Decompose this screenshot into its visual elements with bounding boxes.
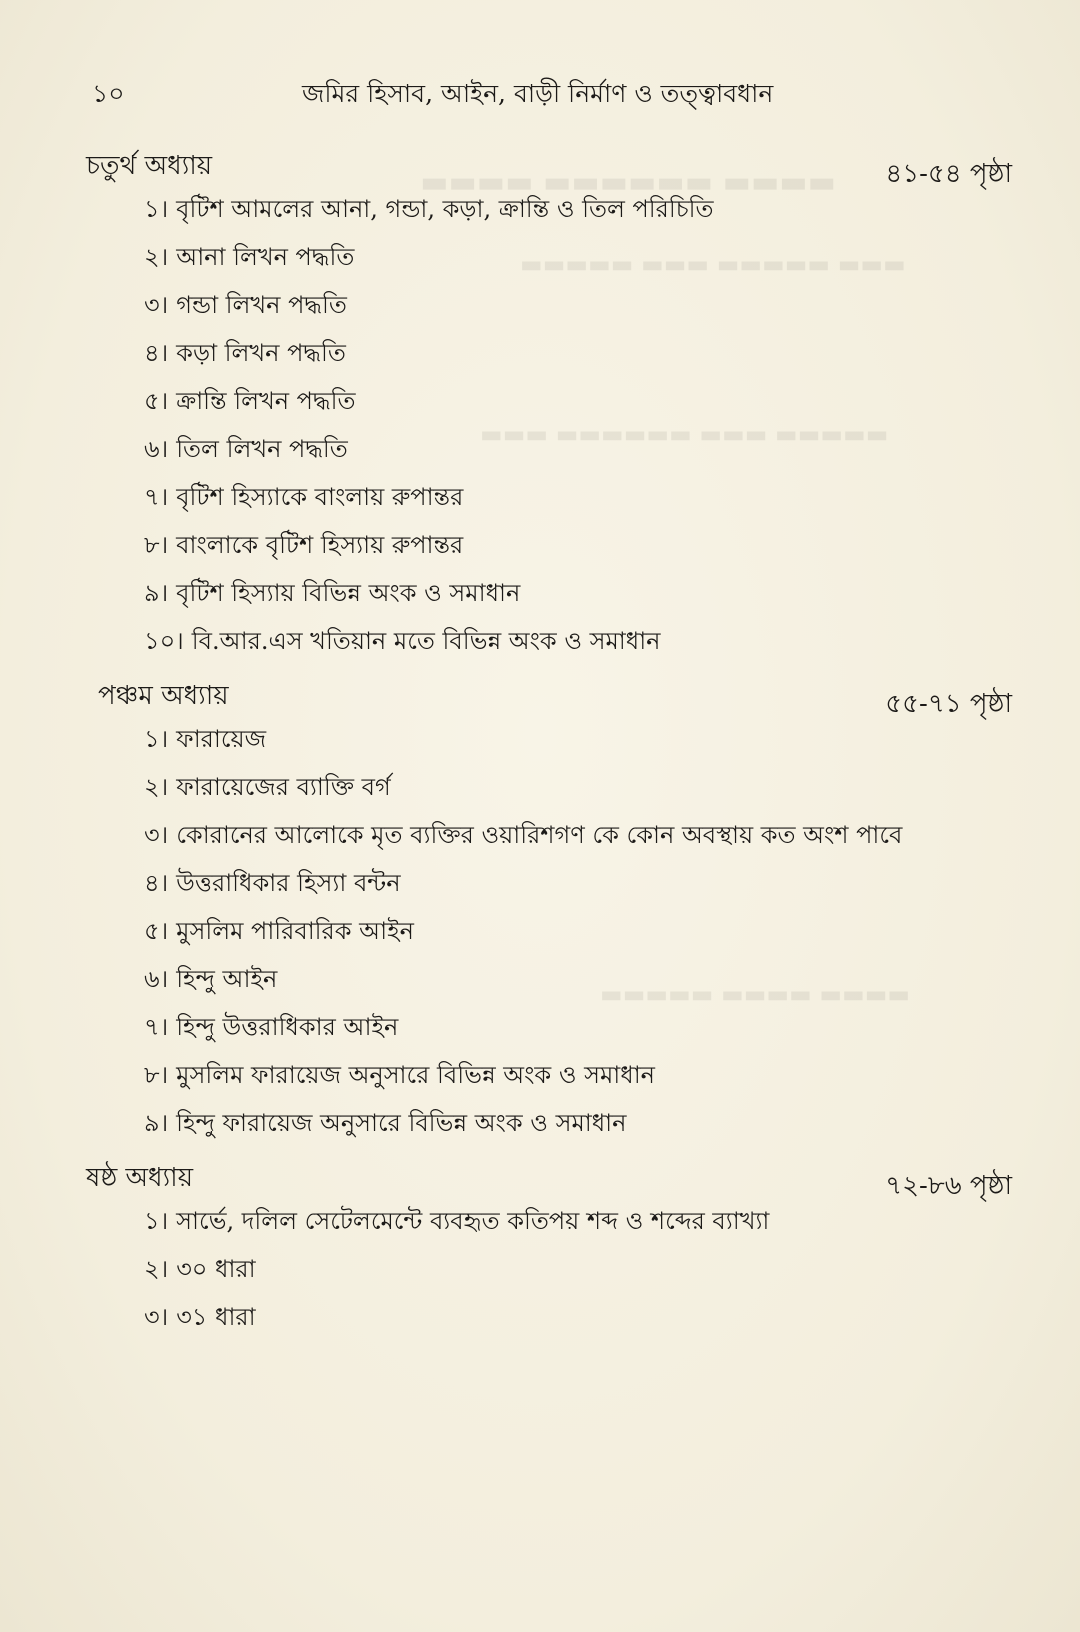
list-item <box>144 192 1012 226</box>
item-text: বৃটিশ আমলের আনা, গন্ডা, কড়া, ক্রান্তি ও তিল পরিচিতি <box>176 195 714 223</box>
list-item <box>144 336 1012 370</box>
list-item <box>144 480 1012 514</box>
table-of-contents <box>86 148 1012 1354</box>
item-text: ৩০ ধারা <box>176 1255 256 1283</box>
list-item <box>144 962 1012 996</box>
chapter-section <box>86 148 1012 658</box>
list-item <box>144 866 1012 900</box>
show-through-text: ▬▬▬▬ ▬▬▬▬▬▬ ▬▬▬▬ <box>420 165 836 200</box>
item-text: বৃটিশ হিস্যায় বিভিন্ন অংক ও সমাধান <box>176 579 521 607</box>
chapter-title: ষষ্ঠ অধ্যায় <box>86 1163 194 1193</box>
running-title: জমির হিসাব, আইন, বাড়ী নির্মাণ ও তত্ত্বাবধান <box>302 79 774 108</box>
chapter-title: পঞ্চম অধ্যায় <box>98 681 229 711</box>
page-number: ১০ <box>92 79 125 108</box>
item-number: ৪। <box>144 339 169 367</box>
item-text: ক্রান্তি লিখন পদ্ধতি <box>176 387 356 415</box>
item-number: ৯। <box>144 1109 169 1137</box>
item-text: ফারায়েজ <box>176 725 267 753</box>
page-header <box>92 78 1012 118</box>
chapter-heading <box>86 148 1012 192</box>
list-item <box>144 240 1012 274</box>
item-text: কোরানের আলোকে মৃত ব্যক্তির ওয়ারিশগণ কে কোন অবস্থায় কত অংশ পাবে <box>176 821 903 849</box>
chapter-heading <box>86 678 1012 722</box>
list-item <box>144 770 1012 804</box>
item-text: ফারায়েজের ব্যাক্তি বর্গ <box>176 773 391 801</box>
item-text: আনা লিখন পদ্ধতি <box>176 243 355 271</box>
item-text: কড়া লিখন পদ্ধতি <box>176 339 346 367</box>
item-text: তিল লিখন পদ্ধতি <box>176 435 348 463</box>
item-number: ১০। <box>144 627 184 655</box>
item-text: হিন্দু ফারায়েজ অনুসারে বিভিন্ন অংক ও সমাধান <box>176 1109 627 1137</box>
list-item <box>144 576 1012 610</box>
item-number: ৫। <box>144 387 169 415</box>
item-text: বৃটিশ হিস্যাকে বাংলায় রুপান্তর <box>176 483 464 511</box>
item-number: ৭। <box>144 483 169 511</box>
chapter-title: চতুর্থ অধ্যায় <box>86 151 213 181</box>
item-number: ৬। <box>144 965 169 993</box>
item-number: ২। <box>144 1255 169 1283</box>
item-number: ৮। <box>144 531 169 559</box>
item-number: ৫। <box>144 917 169 945</box>
chapter-page-range: ৭২-৮৬ পৃষ্ঠা <box>885 1171 1012 1201</box>
chapter-item-list <box>86 1204 1012 1334</box>
list-item <box>144 722 1012 756</box>
item-text: হিন্দু আইন <box>176 965 278 993</box>
chapter-page-range: ৫৫-৭১ পৃষ্ঠা <box>885 689 1012 719</box>
item-text: বি.আর.এস খতিয়ান মতে বিভিন্ন অংক ও সমাধান <box>191 627 661 655</box>
chapter-section <box>86 678 1012 1140</box>
list-item <box>144 1300 1012 1334</box>
list-item <box>144 528 1012 562</box>
list-item <box>144 1010 1012 1044</box>
list-item <box>144 624 1012 658</box>
item-number: ৮। <box>144 1061 169 1089</box>
item-text: মুসলিম পারিবারিক আইন <box>176 917 414 945</box>
item-number: ২। <box>144 243 169 271</box>
item-number: ১। <box>144 195 169 223</box>
list-item <box>144 1058 1012 1092</box>
list-item <box>144 914 1012 948</box>
item-number: ১। <box>144 725 169 753</box>
chapter-section <box>86 1160 1012 1334</box>
item-number: ২। <box>144 773 169 801</box>
item-text: বাংলাকে বৃটিশ হিস্যায় রুপান্তর <box>176 531 464 559</box>
list-item <box>144 1106 1012 1140</box>
item-text: সার্ভে, দলিল সেটেলমেন্টে ব্যবহৃত কতিপয় শব্দ ও শব্দের ব্যাখ্যা <box>176 1207 770 1235</box>
chapter-item-list <box>86 722 1012 1140</box>
item-number: ৩। <box>144 1303 169 1331</box>
item-number: ৯। <box>144 579 169 607</box>
item-text: মুসলিম ফারায়েজ অনুসারে বিভিন্ন অংক ও সমাধান <box>176 1061 655 1089</box>
item-text: ৩১ ধারা <box>176 1303 256 1331</box>
chapter-heading <box>86 1160 1012 1204</box>
show-through-text: ▬▬▬▬▬ ▬▬▬ ▬▬▬▬▬▬ ▬▬▬ <box>480 420 889 448</box>
item-text: উত্তরাধিকার হিস্যা বন্টন <box>176 869 401 897</box>
list-item <box>144 432 1012 466</box>
item-number: ৪। <box>144 869 169 897</box>
item-number: ৬। <box>144 435 169 463</box>
show-through-text: ▬▬▬ ▬▬▬▬▬ ▬▬▬ ▬▬▬▬▬ <box>520 250 906 278</box>
list-item <box>144 818 1012 852</box>
list-item <box>144 384 1012 418</box>
chapter-page-range: ৪১-৫৪ পৃষ্ঠা <box>885 159 1012 189</box>
item-number: ৩। <box>144 821 169 849</box>
list-item <box>144 1204 1012 1238</box>
show-through-text: ▬▬▬▬ ▬▬▬▬ ▬▬▬▬▬ <box>600 980 911 1008</box>
item-text: গন্ডা লিখন পদ্ধতি <box>176 291 347 319</box>
item-number: ৩। <box>144 291 169 319</box>
chapter-item-list <box>86 192 1012 658</box>
item-number: ৭। <box>144 1013 169 1041</box>
list-item <box>144 1252 1012 1286</box>
list-item <box>144 288 1012 322</box>
item-number: ১। <box>144 1207 169 1235</box>
item-text: হিন্দু উত্তরাধিকার আইন <box>176 1013 399 1041</box>
